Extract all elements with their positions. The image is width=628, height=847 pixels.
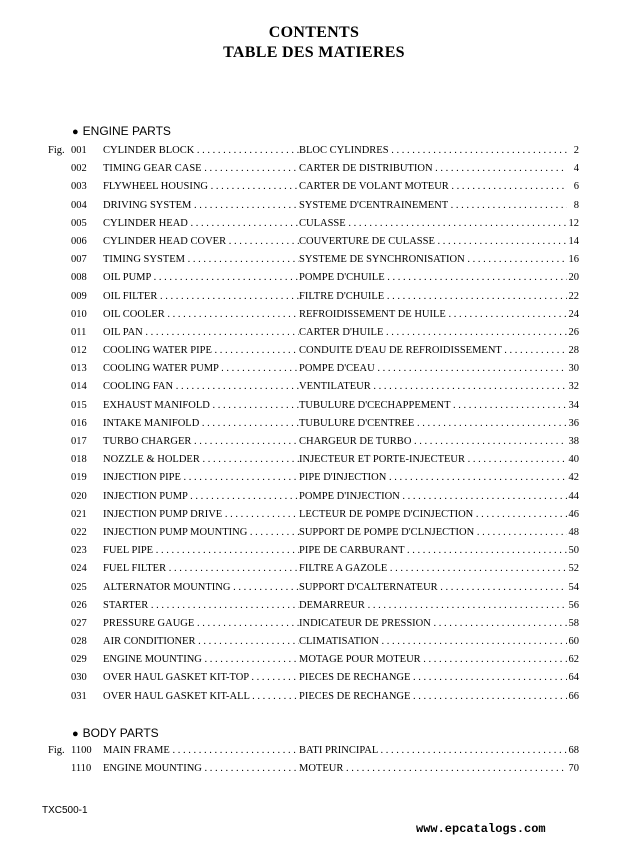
- page-number: 20: [568, 269, 580, 287]
- english-title: COOLING WATER PUMP . . .: [103, 360, 299, 378]
- english-title: TIMING GEAR CASE . . .: [103, 160, 299, 178]
- french-title: SUPPORT DE POMPE D'CLNJECTION . . .: [299, 524, 567, 542]
- fig-number: 027: [71, 617, 87, 629]
- toc-row[interactable]: [0, 633, 628, 651]
- toc-row[interactable]: [0, 651, 628, 669]
- toc-row[interactable]: [0, 215, 628, 233]
- french-title: TUBULURE D'CENTREE . . .: [299, 415, 567, 433]
- french-title: CLIMATISATION . . .: [299, 633, 567, 651]
- english-title: FUEL FILTER . . .: [103, 560, 299, 578]
- french-title: MOTEUR . . .: [299, 760, 567, 778]
- french-title: FILTRE A GAZOLE . . .: [299, 560, 567, 578]
- french-title: VENTILATEUR . . .: [299, 378, 567, 396]
- toc-row[interactable]: [0, 488, 628, 506]
- page-title: CONTENTS: [268, 24, 360, 41]
- toc-row[interactable]: [0, 342, 628, 360]
- english-title: OIL FILTER . . .: [103, 288, 299, 306]
- fig-number: 006: [71, 235, 87, 247]
- english-title: FUEL PIPE . . .: [103, 542, 299, 560]
- english-title: INJECTION PUMP DRIVE . . .: [103, 506, 299, 524]
- toc-row[interactable]: [0, 378, 628, 396]
- french-title: PIECES DE RECHANGE . . .: [299, 669, 567, 687]
- fig-label: Fig.: [48, 145, 65, 156]
- french-title: POMPE D'CHUILE . . .: [299, 269, 567, 287]
- fig-number: 014: [71, 381, 87, 393]
- english-title: NOZZLE & HOLDER . . .: [103, 451, 299, 469]
- toc-row[interactable]: [0, 306, 628, 324]
- english-title: COOLING WATER PIPE . . .: [103, 342, 299, 360]
- fig-number: 012: [71, 345, 87, 357]
- english-title: COOLING FAN . . .: [103, 378, 299, 396]
- english-title: ALTERNATOR MOUNTING . . .: [103, 579, 299, 597]
- toc-row[interactable]: [0, 160, 628, 178]
- french-title: DEMARREUR . . .: [299, 597, 567, 615]
- fig-label: Fig.: [48, 745, 65, 756]
- french-title: PIPE D'INJECTION . . .: [299, 469, 567, 487]
- toc-row[interactable]: [0, 669, 628, 687]
- page-number: 34: [568, 397, 580, 415]
- english-title: STARTER . . .: [103, 597, 299, 615]
- page-number: 58: [568, 615, 580, 633]
- fig-number: 1110: [71, 763, 92, 775]
- english-title: TIMING SYSTEM . . .: [103, 251, 299, 269]
- english-title: INJECTION PIPE . . .: [103, 469, 299, 487]
- fig-number: 024: [71, 563, 87, 575]
- body-parts-list: [0, 742, 628, 778]
- fig-number: 010: [71, 308, 87, 320]
- bullet-icon: ●: [72, 728, 79, 740]
- page-number: 2: [573, 142, 579, 160]
- french-title: BATI PRINCIPAL . . .: [299, 742, 567, 760]
- toc-row[interactable]: [0, 469, 628, 487]
- page-number: 60: [568, 633, 580, 651]
- french-title: POMPE D'CEAU . . .: [299, 360, 567, 378]
- fig-number: 011: [71, 326, 87, 338]
- bullet-icon: ●: [72, 126, 79, 138]
- fig-number: 016: [71, 417, 87, 429]
- french-title: INJECTEUR ET PORTE-INJECTEUR . . .: [299, 451, 567, 469]
- fig-number: 004: [71, 199, 87, 211]
- english-title: TURBO CHARGER . . .: [103, 433, 299, 451]
- page-number: 36: [568, 415, 580, 433]
- french-title: CHARGEUR DE TURBO . . .: [299, 433, 567, 451]
- fig-number: 020: [71, 490, 87, 502]
- page-number: 54: [568, 579, 580, 597]
- fig-number: 022: [71, 526, 87, 538]
- english-title: ENGINE MOUNTING . . .: [103, 760, 299, 778]
- toc-row[interactable]: [0, 597, 628, 615]
- toc-row[interactable]: [0, 433, 628, 451]
- toc-row[interactable]: [0, 560, 628, 578]
- toc-row[interactable]: [0, 579, 628, 597]
- website-url[interactable]: www.epcatalogs.com: [416, 822, 546, 836]
- toc-row[interactable]: [0, 451, 628, 469]
- toc-row[interactable]: [0, 760, 628, 778]
- french-title: BLOC CYLINDRES . . .: [299, 142, 567, 160]
- page-number: 62: [568, 651, 580, 669]
- page-number: 6: [573, 178, 579, 196]
- english-title: OIL PUMP . . .: [103, 269, 299, 287]
- english-title: OVER HAUL GASKET KIT-TOP . . .: [103, 669, 299, 687]
- page-number: 8: [573, 197, 579, 215]
- english-title: OVER HAUL GASKET KIT-ALL . . .: [103, 688, 299, 706]
- section-heading-body-parts: [72, 726, 159, 740]
- fig-number: 018: [71, 454, 87, 466]
- fig-number: 030: [71, 672, 87, 684]
- fig-number: 005: [71, 217, 87, 229]
- english-title: OIL COOLER . . .: [103, 306, 299, 324]
- french-title: TUBULURE D'CECHAPPEMENT . . .: [299, 397, 567, 415]
- french-title: INDICATEUR DE PRESSION . . .: [299, 615, 567, 633]
- fig-number: 025: [71, 581, 87, 593]
- toc-row[interactable]: [0, 251, 628, 269]
- english-title: CYLINDER HEAD COVER . . .: [103, 233, 299, 251]
- page-number: 32: [568, 378, 580, 396]
- section-heading-label: BODY PARTS: [82, 726, 159, 740]
- fig-number: 003: [71, 181, 87, 193]
- english-title: PRESSURE GAUGE . . .: [103, 615, 299, 633]
- french-title: SUPPORT D'CALTERNATEUR . . .: [299, 579, 567, 597]
- english-title: DRIVING SYSTEM . . .: [103, 197, 299, 215]
- page-number: 44: [568, 488, 580, 506]
- toc-row[interactable]: [0, 506, 628, 524]
- french-title: CARTER DE DISTRIBUTION . . .: [299, 160, 567, 178]
- french-title: PIECES DE RECHANGE . . .: [299, 688, 567, 706]
- english-title: ENGINE MOUNTING . . .: [103, 651, 299, 669]
- page-number: 66: [568, 688, 580, 706]
- fig-number: 007: [71, 254, 87, 266]
- english-title: CYLINDER HEAD . . .: [103, 215, 299, 233]
- french-title: FILTRE D'CHUILE . . .: [299, 288, 567, 306]
- french-title: SYSTEME D'CENTRAINEMENT . . .: [299, 197, 567, 215]
- french-title: POMPE D'INJECTION . . .: [299, 488, 567, 506]
- page-number: 70: [568, 760, 580, 778]
- toc-row[interactable]: [0, 742, 628, 760]
- page-number: 16: [568, 251, 580, 269]
- french-title: CULASSE . . .: [299, 215, 567, 233]
- fig-number: 1100: [71, 745, 92, 756]
- english-title: INTAKE MANIFOLD . . .: [103, 415, 299, 433]
- toc-row[interactable]: [0, 142, 628, 160]
- english-title: FLYWHEEL HOUSING . . .: [103, 178, 299, 196]
- english-title: MAIN FRAME . . .: [103, 742, 299, 760]
- fig-number: 017: [71, 436, 87, 447]
- french-title: REFROIDISSEMENT DE HUILE . . .: [299, 306, 567, 324]
- toc-row[interactable]: [0, 542, 628, 560]
- english-title: INJECTION PUMP . . .: [103, 488, 299, 506]
- french-title: SYSTEME DE SYNCHRONISATION . . .: [299, 251, 567, 269]
- page-number: 46: [568, 506, 580, 524]
- page-number: 14: [568, 233, 580, 251]
- toc-row[interactable]: [0, 524, 628, 542]
- page-number: 4: [573, 160, 579, 178]
- fig-number: 021: [71, 508, 87, 520]
- toc-row[interactable]: [0, 324, 628, 342]
- fig-number: 009: [71, 290, 87, 302]
- toc-row[interactable]: [0, 615, 628, 633]
- page-number: 26: [568, 324, 580, 342]
- engine-parts-list: [0, 142, 628, 706]
- toc-row[interactable]: [0, 269, 628, 287]
- french-title: COUVERTURE DE CULASSE . . .: [299, 233, 567, 251]
- page-number: 30: [568, 360, 580, 378]
- fig-number: 026: [71, 599, 87, 611]
- toc-row[interactable]: [0, 415, 628, 433]
- page-number: 50: [568, 542, 580, 560]
- english-title: EXHAUST MANIFOLD . . .: [103, 397, 299, 415]
- english-title: CYLINDER BLOCK . . .: [103, 142, 299, 160]
- french-title: CONDUITE D'EAU DE REFROIDISSEMENT . . .: [299, 342, 567, 360]
- page-number: 48: [568, 524, 580, 542]
- fig-number: 023: [71, 545, 87, 557]
- english-title: INJECTION PUMP MOUNTING . . .: [103, 524, 299, 542]
- fig-number: 002: [71, 163, 87, 175]
- page-number: 68: [568, 742, 580, 760]
- page-number: 52: [568, 560, 580, 578]
- toc-row[interactable]: [0, 688, 628, 706]
- page-number: 28: [568, 342, 580, 360]
- fig-number: 013: [71, 363, 87, 375]
- toc-row[interactable]: [0, 360, 628, 378]
- page-subtitle: TABLE DES MATIERES: [223, 44, 405, 61]
- page-number: 22: [568, 288, 580, 306]
- page-number: 24: [568, 306, 580, 324]
- french-title: CARTER D'HUILE . . .: [299, 324, 567, 342]
- french-title: CARTER DE VOLANT MOTEUR . . .: [299, 178, 567, 196]
- english-title: AIR CONDITIONER . . .: [103, 633, 299, 651]
- french-title: LECTEUR DE POMPE D'CINJECTION . . .: [299, 506, 567, 524]
- french-title: MOTAGE POUR MOTEUR . . .: [299, 651, 567, 669]
- document-code: TXC500-1: [42, 805, 88, 816]
- fig-number: 031: [71, 690, 87, 702]
- fig-number: 029: [71, 654, 87, 666]
- page-number: 56: [568, 597, 580, 615]
- fig-number: 001: [71, 145, 87, 156]
- fig-number: 019: [71, 472, 87, 484]
- toc-row[interactable]: [0, 233, 628, 251]
- toc-row[interactable]: [0, 288, 628, 306]
- fig-number: 015: [71, 399, 87, 411]
- page-number: 38: [568, 433, 580, 451]
- fig-number: 008: [71, 272, 87, 284]
- french-title: PIPE DE CARBURANT . . .: [299, 542, 567, 560]
- page-number: 12: [568, 215, 580, 233]
- english-title: OIL PAN . . .: [103, 324, 299, 342]
- section-heading-engine-parts: [72, 124, 171, 138]
- page-number: 64: [568, 669, 580, 687]
- page-number: 42: [568, 469, 580, 487]
- toc-row[interactable]: [0, 397, 628, 415]
- section-heading-label: ENGINE PARTS: [82, 124, 171, 138]
- fig-number: 028: [71, 636, 87, 648]
- toc-row[interactable]: [0, 197, 628, 215]
- toc-row[interactable]: [0, 178, 628, 196]
- page-number: 40: [568, 451, 580, 469]
